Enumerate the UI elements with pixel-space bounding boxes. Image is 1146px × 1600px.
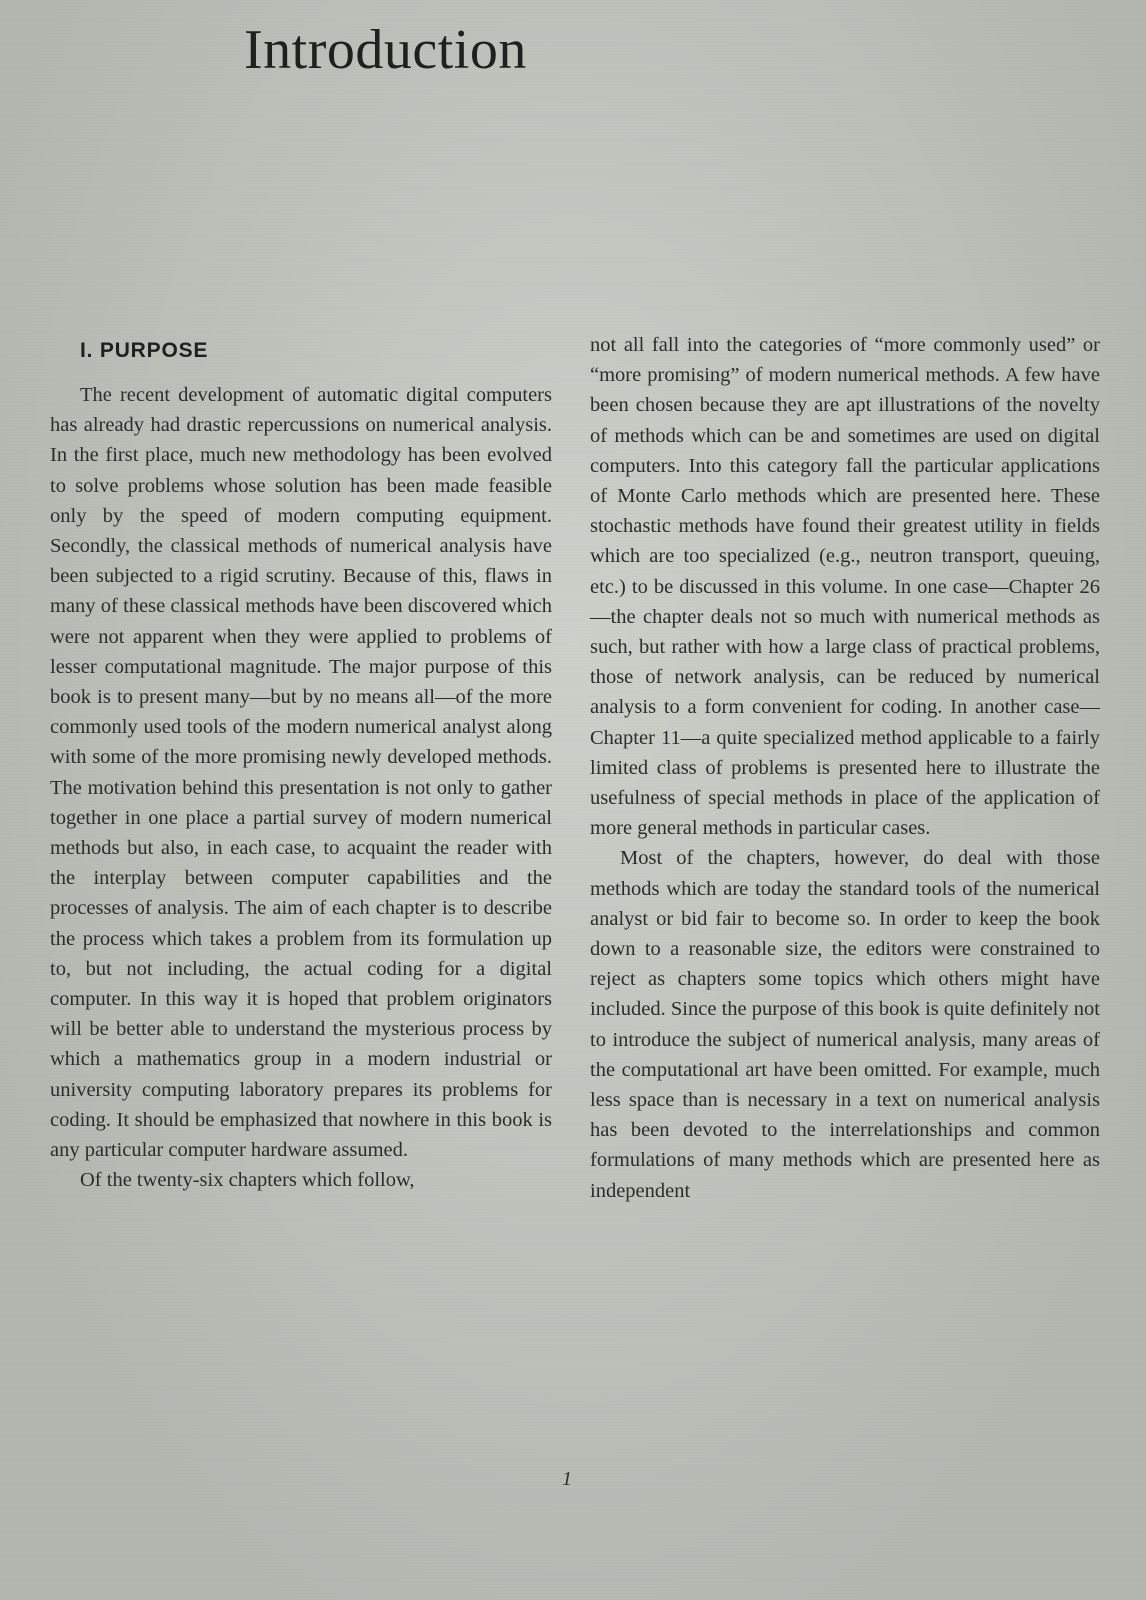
left-column: [50, 336, 552, 1195]
paragraph-2-start: Of the twenty-six chapters which follow,: [80, 1169, 415, 1192]
paragraph-2-continued: not all fall into the categories of “more commonly used” or “more promising” of modern numerical methods. A few have been chosen because they are apt illustrations of the novelty of methods which can be and sometimes are used on digital computers. Into this category fall the particular applications of Monte Carlo methods which are presented here. These stochastic methods have found their greatest utility in fields which are too specialized (e.g., neutron transport, queuing, etc.) to be discussed in this volume. In one case—Chapter 26—the chapter deals not so much with numerical methods as such, but rather with how a large class of practical problems, those of network analysis, can be reduced by numerical analysis to a form convenient for coding. In another case—Chapter 11—a quite specialized method applicable to a fairly limited class of problems is presented here to illustrate the usefulness of special methods in place of the application of more general methods in particular cases.: [590, 334, 1100, 840]
page-title: Introduction: [244, 19, 527, 81]
paragraph-3: Most of the chapters, however, do deal with those methods which are today the standard tools of the numerical analyst or bid fair to become so. In order to keep the book down to a reasonable size, the editors were constrained to reject as chapters some topics which others might have included. Since the purpose of this book is quite definitely not to introduce the subject of numerical analysis, many areas of the computational art have been omitted. For example, much less space than is necessary in a text on numerical analysis has been devoted to the interrelationships and common formulations of many methods which are presented here as independent: [590, 847, 1100, 1202]
section-heading: I. PURPOSE: [80, 339, 209, 362]
paragraph-1: The recent development of automatic digital computers has already had drastic repercussions on numerical analysis. In the first place, much new methodology has been evolved to solve problems whose solution has been made feasible only by the speed of modern computing equipment. Secondly, the classical methods of numerical analysis have been subjected to a rigid scrutiny. Because of this, flaws in many of these classical methods have been discovered which were not apparent when they were applied to problems of lesser computational magnitude. The major purpose of this book is to present many—but by no means all—of the more commonly used tools of the modern numerical analyst along with some of the more promising newly developed methods. The motivation behind this presentation is not only to gather together in one place a partial survey of modern numerical methods but also, in each case, to acquaint the reader with the interplay between computer capabilities and the processes of analysis. The aim of each chapter is to describe the process which takes a problem from its formulation up to, but not including, the actual coding for a digital computer. In this way it is hoped that problem originators will be better able to understand the mysterious process by which a mathematics group in a modern industrial or university computing laboratory prepares its problems for coding. It should be emphasized that nowhere in this book is any particular computer hardware assumed.: [50, 384, 552, 1162]
page-number: 1: [562, 1468, 572, 1490]
right-column: [590, 330, 1100, 1206]
